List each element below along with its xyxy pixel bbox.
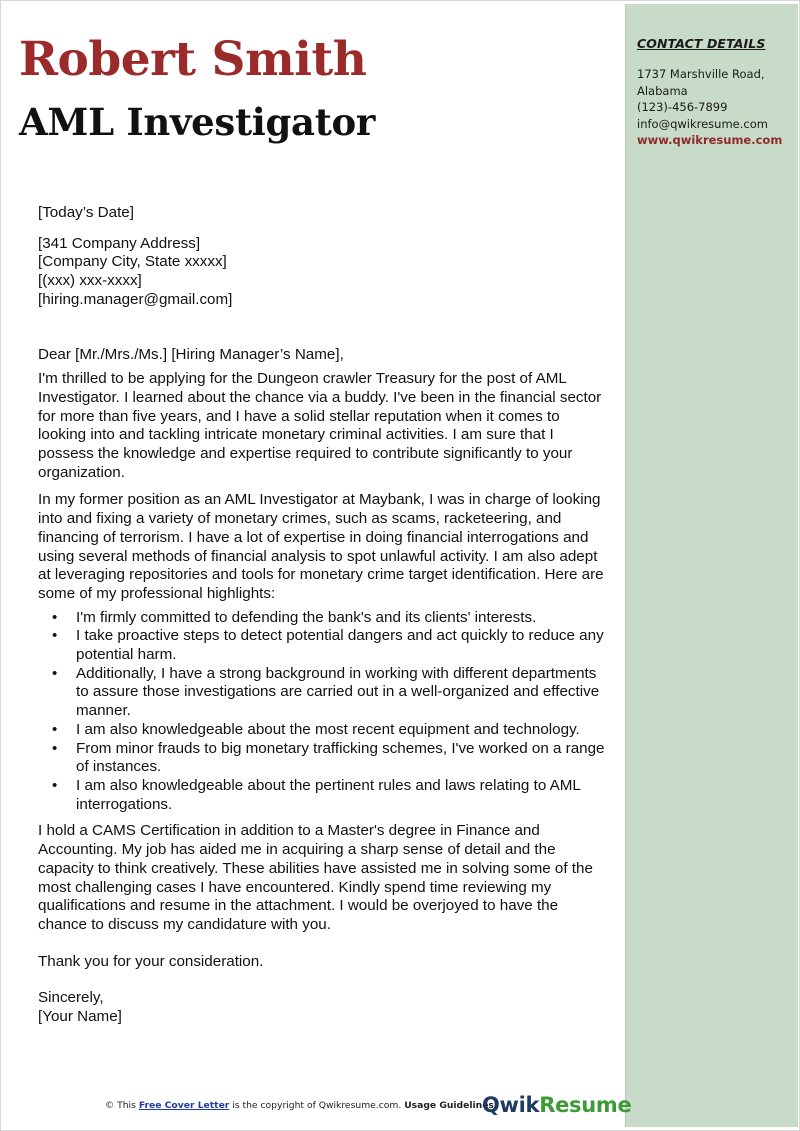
list-item: • I take proactive steps to detect potential dangers and act quickly to reduce any potential harm. <box>76 627 610 664</box>
contact-email[interactable]: info@qwikresume.com <box>637 116 768 131</box>
highlights-list <box>38 609 610 815</box>
contact-website[interactable]: www.qwikresume.com <box>637 133 783 147</box>
contact-sidebar <box>625 4 798 1127</box>
copyright-prefix: © This <box>105 1100 136 1111</box>
contact-address-line2: Alabama <box>637 83 688 98</box>
copyright-middle: is the copyright of Qwikresume.com. <box>232 1100 402 1111</box>
logo-part-resume: Resume <box>539 1093 632 1117</box>
candidate-name: Robert Smith <box>19 32 367 87</box>
list-item: • I'm firmly committed to defending the bank's and its clients' interests. <box>76 609 610 628</box>
paragraph-experience: In my former position as an AML Investigator at Maybank, I was in charge of looking into and fixing a variety of monetary crimes, such as scams, racketeering, and financing of terrorism. I have a lot of expertise in doing financial interrogations and using several methods of financial analysis to spot unlawful activity. I am also adept at leveraging repositories and tools for monetary crime target identification. Here are some of my professional highlights: <box>38 491 604 602</box>
list-item: • I am also knowledgeable about the most recent equipment and technology. <box>76 721 610 740</box>
recipient-address <box>38 235 610 310</box>
paragraph-qualifications: I hold a CAMS Certification in addition to a Master's degree in Finance and Accounting. My job has aided me in acquiring a sharp sense of detail and the capacity to think creatively. These abilities have assisted me in solving some of the most challenging cases I have encountered. Kindly spend time reviewing my qualifications and resume in the attachment. I would be overjoyed to have the chance to discuss my candidature with you. <box>38 822 593 933</box>
recipient-line: [Company City, State xxxxx] <box>38 253 227 271</box>
contact-address-line1: 1737 Marshville Road, <box>637 67 765 81</box>
qwikresume-logo[interactable] <box>482 1093 631 1117</box>
contact-phone: (123)-456-7899 <box>637 100 728 114</box>
list-item: • I am also knowledgeable about the pertinent rules and laws relating to AML interrogations. <box>76 777 610 814</box>
footer <box>0 1093 632 1120</box>
list-item: • Additionally, I have a strong background in working with different departments to assure those investigations are carried out in a well-organized and effective manner. <box>76 665 610 721</box>
contact-heading: CONTACT DETAILS <box>637 36 766 51</box>
logo-part-qwik: Qwik <box>482 1093 540 1117</box>
salutation: Dear [Mr./Mrs./Ms.] [Hiring Manager’s Name], <box>38 345 344 363</box>
recipient-line: [(xxx) xxx-xxxx] <box>38 272 142 290</box>
job-title: AML Investigator <box>19 100 376 144</box>
copyright-notice <box>105 1100 494 1111</box>
letter-body <box>38 204 610 1027</box>
usage-guidelines-link[interactable]: Usage Guidelines <box>404 1100 494 1111</box>
paragraph-intro: I'm thrilled to be applying for the Dungeon crawler Treasury for the post of AML Investigator. I learned about the chance via a buddy. I've been in the financial sector for more than five years, and I have a solid stellar reputation when it comes to looking into and tackling intricate monetary criminal activities. I am sure that I possess the knowledge and expertise required to contribute significantly to your organization. <box>38 370 602 481</box>
list-item: • From minor frauds to big monetary trafficking schemes, I've worked on a range of instances. <box>76 740 610 777</box>
closing: Sincerely, <box>38 989 104 1007</box>
recipient-line: [hiring.manager@gmail.com] <box>38 290 233 308</box>
letter-date: [Today’s Date] <box>38 204 134 221</box>
free-cover-letter-link[interactable]: Free Cover Letter <box>138 1100 230 1111</box>
thanks-line: Thank you for your consideration. <box>38 952 264 970</box>
signature: [Your Name] <box>38 1008 122 1026</box>
contact-details <box>637 66 795 149</box>
recipient-line: [341 Company Address] <box>38 234 201 252</box>
